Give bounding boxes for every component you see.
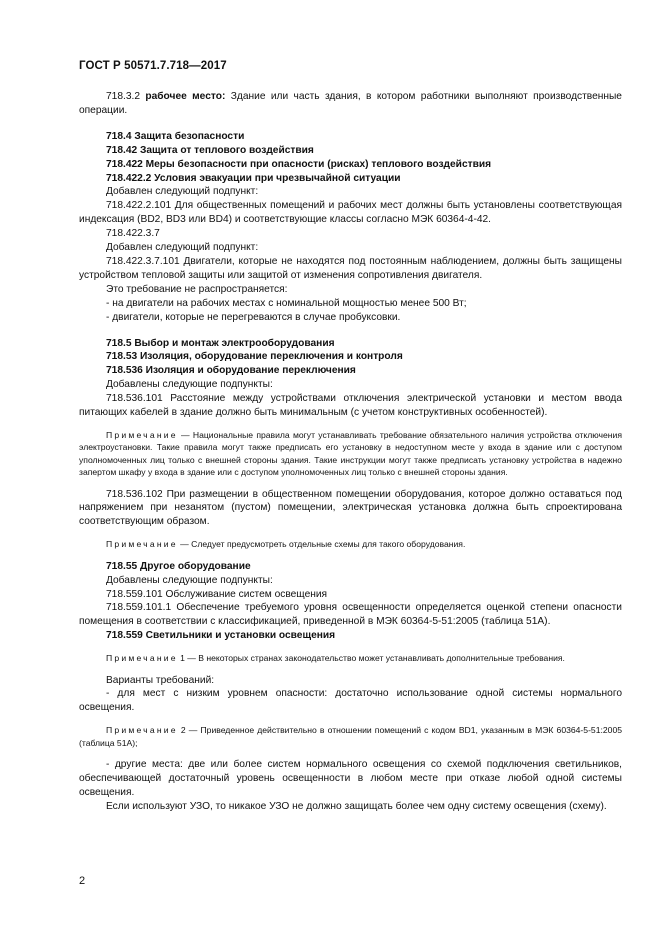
definition-text: Здание или часть здания, в котором работники выполняют производственные операции. (79, 91, 622, 116)
heading-718-42: 718.42 Защита от теплового воздействия (106, 144, 314, 156)
note-label: Примечание (106, 539, 178, 550)
added-subclauses-text: Добавлены следующие подпункты: (106, 379, 273, 391)
note-label: Примечание (106, 429, 178, 440)
heading-718-559: 718.559 Светильники и установки освещения (106, 630, 336, 642)
list-item: - для мест с низким уровнем опасности: достаточно использование одной системы нормального освещения. (79, 688, 622, 714)
paragraph-718-536-102: 718.536.102 При размещении в общественном помещении оборудования, которое должно оставаться под напряжением при незанятом (пустом) помещении, электрическая установка должна быть спроектирована соответствующим образом. (79, 488, 622, 528)
variants-text: Варианты требований: (106, 674, 215, 686)
heading-718-4: 718.4 Защита безопасности (106, 130, 245, 142)
note-text: 1 — В некоторых странах законодательство может устанавливать дополнительные требования. (180, 653, 565, 664)
note-label: Примечание (106, 653, 178, 664)
heading-718-422-2: 718.422.2 Условия эвакуации при чрезвычайной ситуации (106, 172, 401, 184)
note-2 (79, 538, 622, 550)
document-body (79, 90, 622, 814)
note-3 (79, 652, 622, 664)
list-item: - другие места: две или более систем нормального освещения со схемой подключения светильников, обеспечивающей достаточный уровень освещенности в любом месте при отказе любой одной системы освещения. (79, 759, 622, 798)
not-apply-text: Это требование не распространяется: (106, 283, 288, 295)
heading-718-55: 718.55 Другое оборудование (106, 560, 251, 572)
paragraph-718-536-101: 718.536.101 Расстояние между устройствами отключения электрической установки и местом ввода питающих кабелей в здание должно быть минимальным (с учетом конструктивных особенностей). (79, 393, 622, 419)
paragraph-718-422-2-101: 718.422.2.101 Для общественных помещений и рабочих мест должны быть установлены соответствующая индексация (BD2, BD3 или BD4) и соответствующие классы согласно МЭК 60364-4-42. (79, 200, 622, 226)
paragraph-718-422-3-7-101: 718.422.3.7.101 Двигатели, которые не находятся под постоянным наблюдением, должны быть защищены устройством тепловой защиты или защитой от изменения сопротивления двигателя. (79, 255, 622, 281)
definition-number: 718.3.2 (106, 91, 140, 102)
note-text: — Национальные правила могут устанавливать требование обязательного наличия устройства отключения электроустановки. Такие правила могут также предписать его установку в недоступном месте у входа в здание или с доступом уполномоченных лиц только с внешней стороны здания. Такие инструкции могут также предписать установку устройства в надежно запертом шкафу у входа в здание или с доступом уполномоченных лиц только с внешней стороны здания. (79, 429, 622, 478)
standard-header: ГОСТ Р 50571.7.718—2017 (79, 60, 227, 72)
added-subclauses-text: Добавлены следующие подпункты: (106, 574, 273, 586)
definition-term: рабочее место: (145, 91, 226, 102)
heading-718-536: 718.536 Изоляция и оборудование переключения (106, 365, 356, 377)
heading-718-53: 718.53 Изоляция, оборудование переключения и контроля (106, 351, 403, 363)
note-text: 2 — Приведенное действительно в отношении помещений с кодом BD1, указанным в МЭК 60364-5-51:2005 (таблица 51А); (79, 725, 622, 748)
added-subclause-text: Добавлен следующий подпункт: (106, 186, 259, 198)
note-4 (79, 724, 622, 749)
note-text: — Следует предусмотреть отдельные схемы для такого оборудования. (180, 539, 466, 550)
page-number: 2 (79, 875, 86, 887)
note-1 (79, 429, 622, 479)
clause-number-718-422-3-7: 718.422.3.7 (106, 228, 160, 240)
list-item: - на двигатели на рабочих местах с номинальной мощностью менее 500 Вт; (106, 297, 467, 309)
paragraph-718-559-101: 718.559.101 Обслуживание систем освещения (106, 588, 328, 600)
list-item: - двигатели, которые не перегреваются в случае пробуксовки. (106, 311, 401, 323)
added-subclause-text: Добавлен следующий подпункт: (106, 242, 259, 254)
heading-718-5: 718.5 Выбор и монтаж электрооборудования (106, 337, 335, 349)
paragraph-718-559-101-1: 718.559.101.1 Обеспечение требуемого уровня освещенности определяется оценкой степени опасности помещения в соответствии с классификацией, приведенной в МЭК 60364-5-51:2005 (таблица 51А). (79, 602, 622, 628)
heading-718-422: 718.422 Меры безопасности при опасности (рисках) теплового воздействия (106, 158, 492, 170)
rcd-paragraph: Если используют УЗО, то никакое УЗО не должно защищать более чем одну систему освещения (схему). (106, 800, 607, 812)
note-label: Примечание (106, 725, 178, 736)
definition-paragraph (79, 90, 622, 118)
